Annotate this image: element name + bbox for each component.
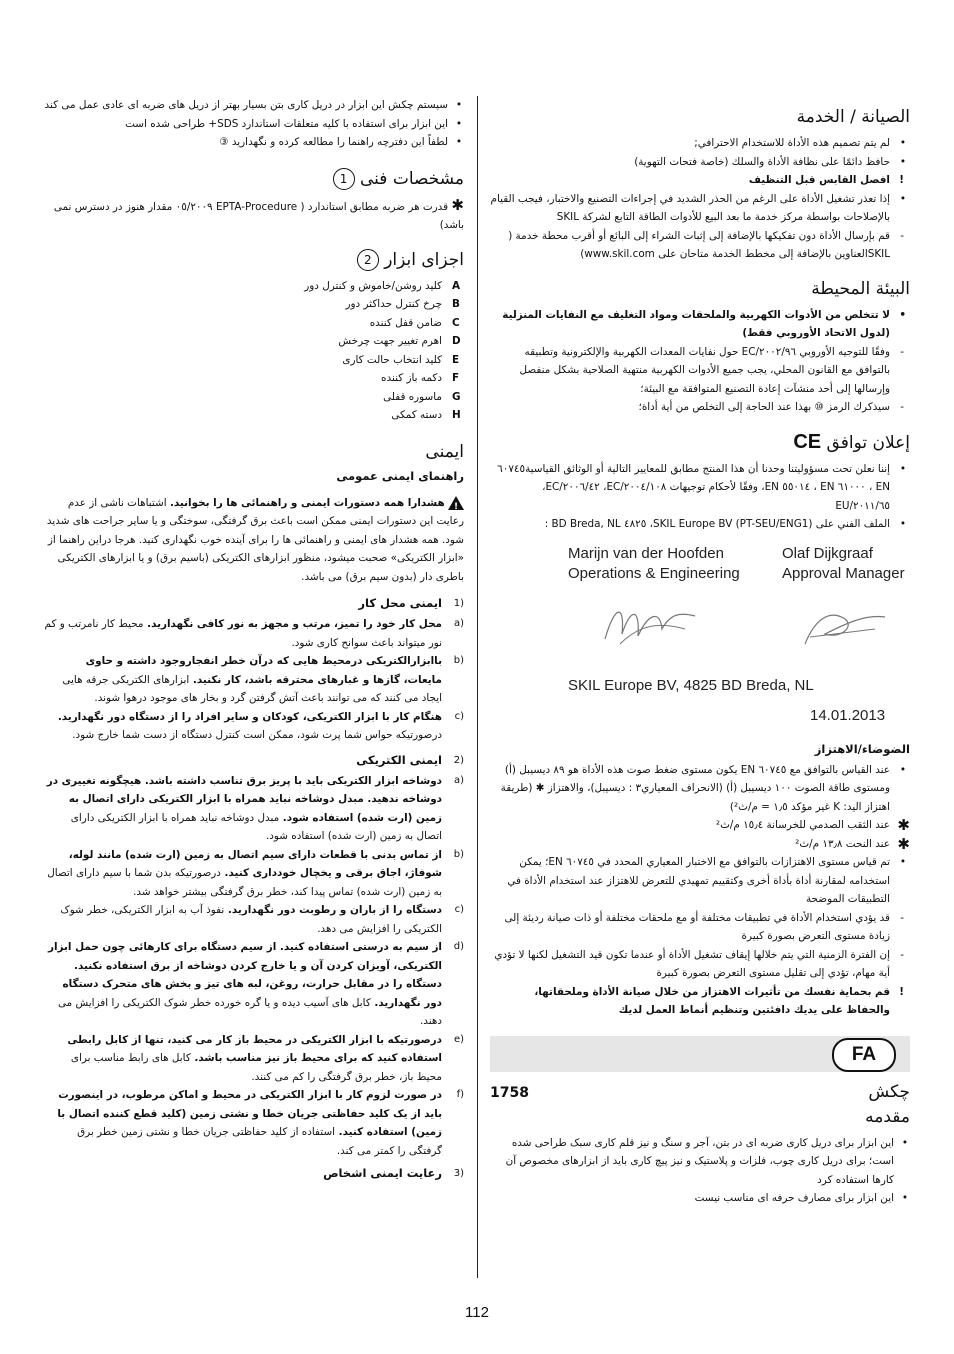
ce-mark: CE (793, 430, 822, 453)
part-item (44, 351, 464, 370)
list-item-text: عند الثقب الصدمي للخرسانة ١٥٫٤ م/ث² (715, 819, 890, 831)
product-title: چکش (868, 1081, 910, 1102)
signer-1-name: Marijn van der Hoofden (568, 544, 724, 562)
intro-title: مقدمه (865, 1106, 910, 1127)
section-2 (44, 753, 464, 1161)
list-item: - سيذكرك الرمز ⑩ بهذا عند الحاجة إلى التخلص من أية أداة؛ (490, 398, 910, 417)
left-column (44, 96, 464, 1185)
list-item: ! افصل القابس قبل التنظيف (490, 171, 910, 190)
asterisk-icon: ✱ (451, 195, 464, 214)
part-item (44, 388, 464, 407)
part-label: ماسوره قفلی (383, 390, 442, 403)
list-item: - قم بإرسال الأداة دون تفكيكها بالإضافة إلى إثبات الشراء إلى البائع أو أقرب محطة خدمة ( SKILالعناوين بالإضافة إلى مخطط الخدمة متاحان على www.skil.com) (490, 227, 910, 264)
item-number: a) (453, 618, 464, 629)
part-letter: C (452, 316, 460, 329)
list-item (44, 652, 464, 708)
asterisk-icon: ✱ (897, 816, 910, 834)
noise-list (490, 761, 910, 1020)
product-title-row (490, 1082, 910, 1102)
signer-2-name: Olaf Dijkgraaf (782, 544, 873, 562)
item-number: b) (453, 848, 464, 860)
item-text: ابزارهای الکتریکی جرقه هایی ایجاد می کنند که می توانند باعث آتش گرفتن گرد و بخار های موجود درهوا شوند. (62, 673, 442, 704)
list-item (44, 615, 464, 652)
section-2-list (44, 772, 464, 1161)
item-number: d) (453, 941, 464, 952)
list-item (490, 835, 910, 854)
list-item: • الملف الفني على SKIL Europe BV (PT-SEU/ENG1)، ٤٨٢٥ BD Breda, NL : (490, 515, 910, 534)
part-letter: E (452, 353, 460, 366)
item-bold-text: دستگاه را از باران و رطوبت دور نگهدارید. (224, 904, 442, 916)
page-number: 112 (465, 1304, 489, 1321)
warning-text: اشتباهات ناشی از عدم رعایت این دستورات ایمنی ممکن است باعث برق گرفتگی، سوختگی و یا سایر جراحت های شدید شود. همه هشدار های ایمنی و راهنمائی ها را برای آینده خوب نگهداری کنید. هرجا دراین راهنما از «ابزار الکتریکی» صحبت میشود، منظور ابزارهای الکتریکی (باسیم برق) و یا ابزارهای الکتریکی باطری دار (بدون سیم برق) می باشد. (46, 496, 464, 583)
list-item (44, 1031, 464, 1087)
part-letter: G (452, 390, 461, 403)
list-item: ! قم بحماية نفسك من تأثيرات الاهتزاز من خلال صيانة الأداة وملحقاتها، والحفاظ على يديك دافئتين وتنظيم أنماط العمل لديك (490, 983, 910, 1020)
item-bold-text: دوشاخه ابزار الکتریکی باید با پریز برق تناسب داشته باشد. هیچگونه تغییری در دوشاخه ندهید. مبدل دوشاخه نباید همراه با ابزار الکتریکی دارای اتصال به زمین (ارت شده) استفاده شود. (46, 774, 442, 824)
noise-title: الضوضاء/الاهتزاز (814, 741, 910, 756)
list-item: - قد يؤدي استخدام الأداة في تطبيقات مختلفة أو مع ملحقات مختلفة أو ذات صيانة رديئة إلى زيادة مستوى التعرض بصورة كبيرة (490, 909, 910, 946)
signature-date: 14.01.2013 (810, 706, 886, 724)
part-item (44, 369, 464, 388)
section-3 (44, 1166, 464, 1181)
specs-figure-number: 1 (333, 168, 355, 190)
asterisk-icon: ✱ (897, 834, 910, 853)
list-item: • سیستم چکش این ابزار در دریل کاری بتن بسیار بهتر از دریل های ضربه ای عادی عمل می کند (44, 96, 464, 115)
section-1-heading (44, 596, 464, 611)
signer-2 (782, 544, 905, 584)
list-item: • إننا نعلن تحت مسؤوليتنا وحدنا أن هذا المنتج مطابق للمعايير التالية أو الوثائق القياسية٦٠٧٤٥ EN ، ٦١٠٠٠ EN ، ٥٥٠١٤ EN، وفقًا لأحكام توجيهات ٢٠٠٤/١٠٨/EC، ٢٠٠٦/٤٢/EC، ٢٠١١/٦٥/EU (490, 460, 910, 516)
signature-block (490, 544, 910, 734)
item-text: کابل های آسیب دیده و یا گره خورده خطر شوک الکتریکی را افزایش می دهند. (58, 996, 442, 1027)
section-3-title: رعایت ایمنی اشخاص (323, 1166, 442, 1180)
right-column (490, 96, 910, 1208)
signature-1 (600, 594, 700, 654)
specs-title-text: مشخصات فنی (359, 168, 464, 189)
signer-2-role: Approval Manager (782, 564, 905, 582)
declaration-list (490, 460, 910, 534)
parts-title-text: اجزای ابزار (384, 249, 464, 270)
part-label: چرخ کنترل حداکثر دور (345, 298, 442, 310)
list-item (44, 1086, 464, 1160)
column-divider (477, 96, 478, 1278)
part-label: دکمه باز کننده (381, 372, 442, 384)
list-item: • این ابزار برای استفاده با کلیه متعلقات استاندارد SDS+ طراحی شده است (44, 115, 464, 134)
item-bold-text: از سیم به درستی استفاده کنید. از سیم دستگاه برای کارهائی چون حمل ابزار الکتریکی، آویزان کردن آن و یا خارج کردن دوشاخه از برق استفاده نکنید. دستگاه را در مقابل حرارت، روغن، لبه های تیز و بخش های متحرک دستگاه دور نگهدارید. (48, 941, 442, 1009)
list-item: • إذا تعذر تشغيل الأداة على الرغم من الحذر الشديد في إجراءات التصنيع والاختبار، فيجب القيام بالإصلاحات بواسطة مركز خدمة ما بعد البيع للأدوات الطاقة التابع لشركة SKIL (490, 190, 910, 227)
specs-title (44, 168, 464, 190)
general-warning (44, 494, 464, 587)
section-2-title: ایمنی الکتریکی (356, 752, 442, 767)
part-item (44, 406, 464, 425)
item-bold-text: درصورتیکه با ابزار الکتریکی در محیط باز کار می کنید، تنها از کابل رابطی استفاده کنید که برای محیط باز نیز مناسب باشد. (67, 1033, 442, 1064)
item-text: درصورتیکه حواس شما پرت شود، ممکن است کنترل دستگاه از دست شما خارج شود. (72, 729, 442, 741)
general-safety-title: راهنمای ایمنی عمومی (336, 468, 464, 483)
item-bold-text: هنگام کار با ابزار الکتریکی، کودکان و سایر افراد را از دستگاه دور نگهدارید. (57, 710, 442, 723)
section-2-number: 2) (453, 754, 464, 766)
item-number: c) (454, 904, 464, 915)
environment-title: البيئة المحيطة (811, 278, 910, 299)
safety-title: ایمنی (425, 441, 464, 462)
part-item (44, 332, 464, 351)
item-number: a) (453, 774, 464, 786)
section-1-number: 1) (453, 598, 464, 609)
list-item: • حافظ دائمًا على نظافة الأداة والسلك (خاصة فتحات التهوية) (490, 153, 910, 172)
part-letter: H (452, 409, 461, 421)
parts-figure-number: 2 (357, 249, 379, 271)
item-text: استفاده از کلید حفاظتی جریان خطا و نشتی زمین خطر برق گرفتگی را کمتر می کند. (77, 1126, 442, 1157)
item-bold-text: از تماس بدنی با قطعات دارای سیم اتصال به زمین (ارت شده) مانند لوله، شوفاژ، اجاق برقی و یخچال خودداری کنید. (68, 848, 442, 879)
list-item (44, 772, 464, 846)
language-bar (490, 1036, 910, 1072)
specs-note-text: قدرت هر ضربه مطابق استاندارد ( EPTA-Procedure ٠٥/٢٠٠٩ مقدار هنوز در دسترس نمی باشد) (53, 200, 464, 231)
list-item: • تم قياس مستوى الاهتزازات بالتوافق مع الاختبار المعياري المحدد في ٦٠٧٤٥ EN؛ يمكن استخدامه لمقارنة أداة بأداة أخرى وكتقييم تمهيدي للتعرض للاهتزاز عند استخدام الأداة في التطبيقات الموضحة (490, 853, 910, 909)
signer-1 (568, 544, 740, 584)
part-label: دسته کمکی (391, 409, 442, 421)
part-item (44, 295, 464, 314)
item-bold-text: در صورت لزوم کار با ابزار الکتریکی در محیط و اماکن مرطوب، در اینصورت باید از یک کلید حفاظتی جریان خطا و نشتی زمین (کلید قطع کننده اتصال با زمین) استفاده کنید. (57, 1089, 442, 1138)
list-item: • لا تتخلص من الأدوات الكهربية والملحقات ومواد التغليف مع النفايات المنزلية (لدول الاتحاد الأوروبي فقط) (490, 306, 910, 343)
list-item: • این ابزار برای دریل کاری ضربه ای در بتن، آجر و سنگ و نیز قلم کاری سبک طراحی شده است؛ برای دریل کاری چوب، فلزات و پلاستیک و نیز پیچ کاری باید از ابزارهای مخصوص آن کارها استفاده کرد (490, 1134, 910, 1190)
list-item (44, 938, 464, 1031)
features-list (44, 96, 464, 152)
part-letter: A (452, 279, 461, 292)
item-number: e) (453, 1033, 464, 1045)
item-number: b) (453, 655, 464, 666)
list-item: - وفقًا للتوجيه الأوروبي ٢٠٠٢/٩٦/EC حول نفايات المعدات الكهربية والإلكترونية وتطبيقه بالتوافق مع القانون المحلي، يجب جميع الأدوات الكهربية منتهية الصلاحية بشكل منفصل وإرسالها إلى أحد منشآت إعادة التصنيع المتوافقة مع البيئة؛ (490, 343, 910, 399)
item-number: c) (454, 710, 464, 722)
part-item (44, 277, 464, 296)
product-model: 1758 (490, 1084, 529, 1101)
list-item: - إن الفترة الزمنية التي يتم خلالها إيقاف تشغيل الأداة أو عندما تكون قيد التشغيل لكنها لا تؤدي أية مهام، تؤدي إلى تقليل مستوى التعرض بصورة كبيرة (490, 946, 910, 983)
intro-list (490, 1134, 910, 1208)
list-item (44, 901, 464, 938)
list-item-text: عند النحت ١٣٫٨ م/ث² (795, 837, 890, 850)
parts-list (44, 277, 464, 425)
language-badge: FA (832, 1038, 896, 1072)
signature-2 (795, 599, 895, 654)
declaration-title-text: إعلان توافق (826, 432, 910, 453)
specs-note (44, 196, 464, 235)
section-1-list (44, 615, 464, 745)
section-1-title: ایمنی محل کار (358, 596, 442, 610)
part-label: کلید روشن/خاموش و کنترل دور (304, 279, 442, 292)
part-label: کلید انتخاب حالت کاری (342, 353, 442, 366)
environment-list (490, 306, 910, 417)
item-text: درصورتیکه بدن شما با سیم دارای اتصال به زمین (ارت شده) تماس پیدا کند، خطر برق گرفتگی بیشتر خواهد شد. (47, 867, 442, 898)
section-2-heading (44, 753, 464, 768)
list-item: • لطفاً این دفترچه راهنما را مطالعه کرده و نگهدارید ③ (44, 133, 464, 152)
part-letter: D (452, 335, 461, 347)
parts-title (44, 249, 464, 271)
list-item: • این ابزار برای مصارف حرفه ای مناسب نیست (490, 1189, 910, 1208)
list-item (44, 846, 464, 902)
part-letter: B (452, 298, 460, 310)
part-item (44, 314, 464, 333)
part-label: اهرم تغییر جهت چرخش (338, 335, 442, 347)
warning-bold: هشدارا همه دستورات ایمنی و راهنمائی ها را بخوانید. (169, 496, 445, 509)
signer-1-role: Operations & Engineering (568, 564, 740, 582)
maintenance-title: الصيانة / الخدمة (796, 107, 910, 127)
item-text: نفوذ آب به ابزار الکتریکی، خطر شوک الکتریکی را افزایش می دهد. (60, 904, 442, 935)
part-letter: F (452, 372, 460, 384)
list-item (490, 816, 910, 835)
warning-icon (448, 496, 464, 510)
item-bold-text: باابزارالکتریکی درمحیط هایی که درآن خطر انفجاروجود داشته و حاوی مایعات، گازها و غبارهای محترقه باشد، کار نکنید. (85, 655, 442, 686)
part-label: ضامن قفل کننده (369, 316, 442, 329)
company-address: SKIL Europe BV, 4825 BD Breda, NL (568, 676, 814, 694)
item-text: محیط کار نامرتب و کم نور میتواند باعث سوانح کاری شود. (44, 618, 442, 649)
maintenance-list (490, 134, 910, 264)
list-item (44, 708, 464, 745)
item-text: کابل های رابط مناسب برای محیط باز، خطر برق گرفتگی را کم می کنند. (70, 1052, 442, 1083)
item-text: مبدل دوشاخه نباید همراه با ابزار الکتریکی دارای اتصال به زمین (ارت شده) استفاده شود. (70, 811, 442, 842)
section-1 (44, 596, 464, 745)
list-item: • عند القياس بالتوافق مع ٦٠٧٤٥ EN يكون مستوى ضغط صوت هذه الأداة هو ٨٩ ديسيبل (أ) ومستوى طاقة الصوت ١٠٠ ديسيبل (أ) (الانحراف المعياري٣ : ديسيبل)، والاهتزاز ✱ (طريقة اهتزاز اليد: K غير مؤكد ١٫٥ = م/ث²) (490, 761, 910, 817)
list-item: • لم يتم تصميم هذه الأداة للاستخدام الاحترافي; (490, 134, 910, 153)
item-number: f) (456, 1089, 464, 1100)
section-3-heading (44, 1166, 464, 1181)
section-3-number: 3) (453, 1168, 464, 1179)
item-bold-text: محل کار خود را تمیز، مرتب و مجهز به نور کافی نگهدارید. (143, 618, 442, 630)
declaration-title (490, 431, 910, 454)
